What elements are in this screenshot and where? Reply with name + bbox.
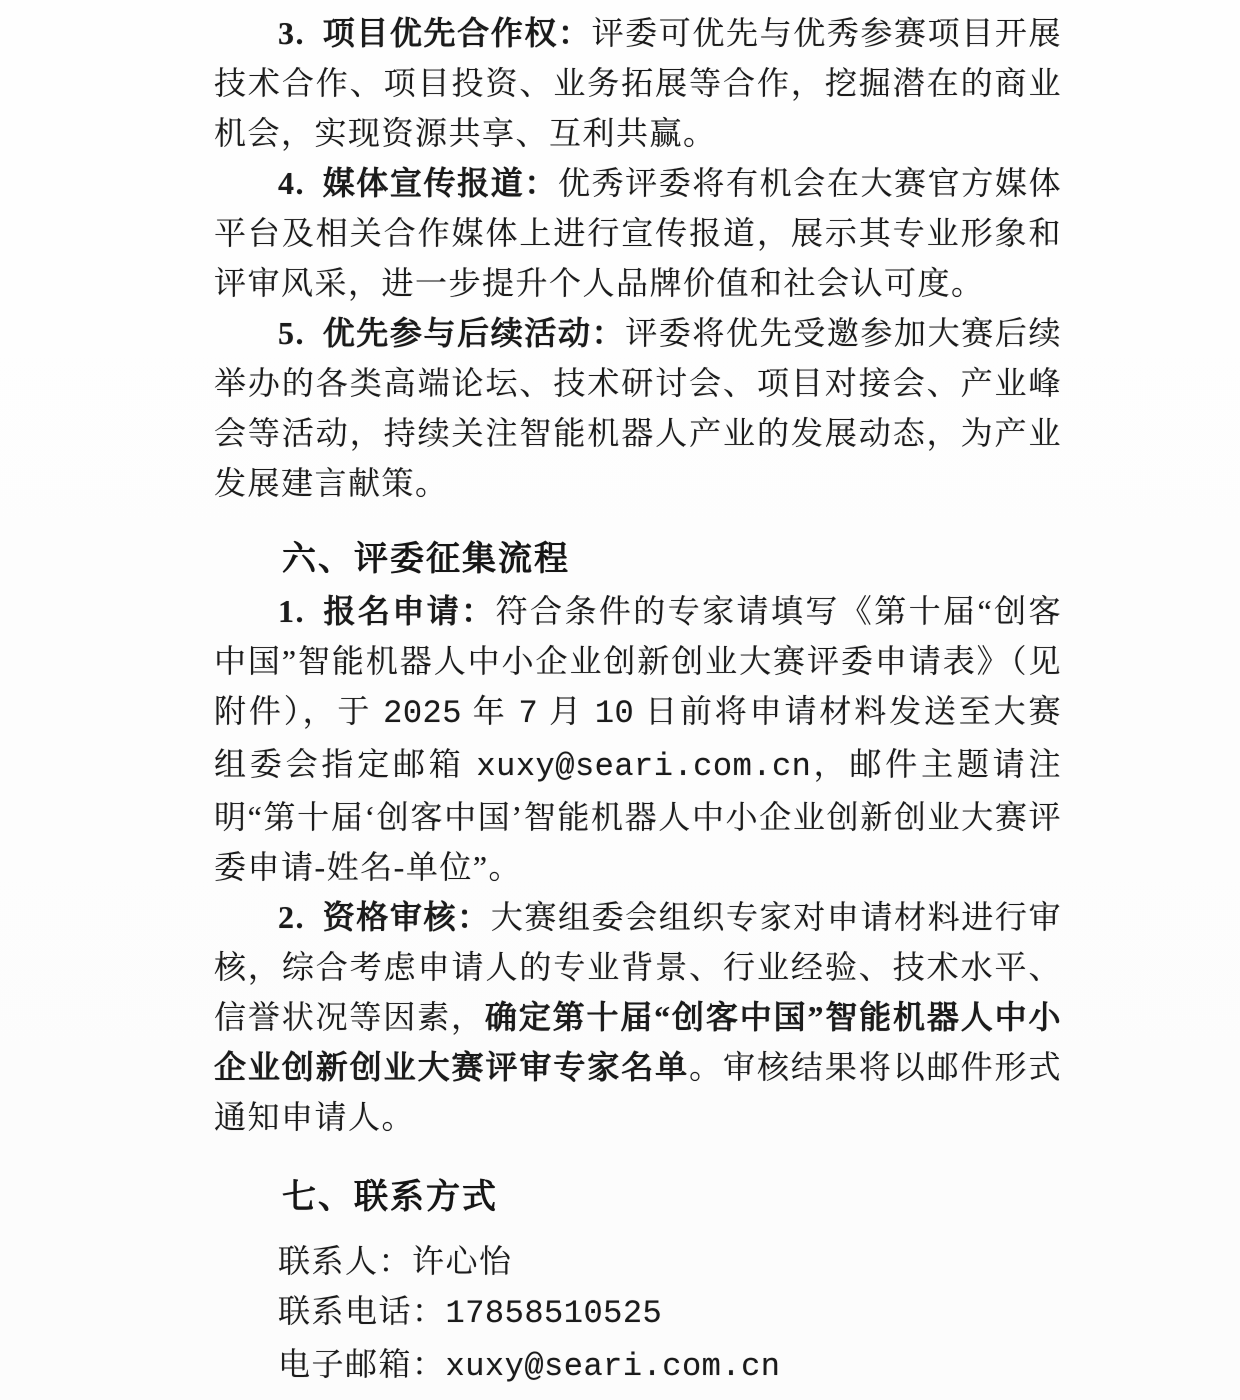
contact-phone-number: 17858510525 xyxy=(445,1295,663,1332)
step-body-text: 大赛组委会组织专家对申请材料进行审核，综合考虑申请人的专业背景、行业经验、技术水平、信誉状况等因素， xyxy=(214,899,1062,1035)
contact-phone-line xyxy=(214,1286,1062,1339)
submission-email-text: xuxy@seari.com.cn xyxy=(476,748,812,785)
section-heading-7: 七、联系方式 xyxy=(282,1178,498,1216)
step-body-text: 日前将申请材料发送至大赛组委会指定邮箱 xyxy=(214,693,1062,782)
list-item-5 xyxy=(214,308,1062,508)
step-body-text: ，邮件主题请注明“第十届‘创客中国’智能机器人中小企业创新创业大赛评委申请-姓名-单位”。 xyxy=(214,746,1062,885)
item-number: 5. xyxy=(278,315,305,351)
item-label: 优先参与后续活动： xyxy=(322,315,626,351)
item-body-text: 优秀评委将有机会在大赛官方媒体平台及相关合作媒体上进行宣传报道，展示其专业形象和评审风采，进一步提升个人品牌价值和社会认可度。 xyxy=(214,165,1062,301)
step-1-paragraph xyxy=(214,586,1062,892)
deadline-day: 10 xyxy=(594,695,635,732)
contact-person-line xyxy=(214,1236,1062,1286)
list-item-4 xyxy=(214,158,1062,308)
item-number: 4. xyxy=(278,165,305,201)
step-body-text: 。审核结果将以邮件形式通知申请人。 xyxy=(214,1049,1062,1135)
item-body-text: 评委将优先受邀参加大赛后续举办的各类高端论坛、技术研讨会、项目对接会、产业峰会等活动，持续关注智能机器人产业的发展动态，为产业发展建言献策。 xyxy=(214,315,1062,501)
contact-label: 联系电话： xyxy=(278,1293,446,1329)
step-label: 报名申请： xyxy=(322,593,496,629)
deadline-month: 7 xyxy=(518,695,539,732)
step-label: 资格审核： xyxy=(322,899,491,935)
contact-info-block xyxy=(214,1236,1062,1392)
item-number: 3. xyxy=(278,15,305,51)
step-2-paragraph xyxy=(214,892,1062,1142)
contact-person-name: 许心怡 xyxy=(412,1243,513,1279)
expert-list-bold-phrase: 确定第十届“创客中国”智能机器人中小企业创新创业大赛评审专家名单 xyxy=(214,999,1062,1085)
document-text-block xyxy=(214,0,1062,1392)
date-unit: 月 xyxy=(538,693,595,729)
contact-email-line xyxy=(214,1339,1062,1392)
step-number: 1. xyxy=(278,593,305,629)
step-number: 2. xyxy=(278,899,305,935)
contact-label: 电子邮箱： xyxy=(278,1346,446,1382)
deadline-year: 2025 xyxy=(383,695,462,732)
step-body-text: 符合条件的专家请填写《第十届“创客中国”智能机器人中小企业创新创业大赛评委申请表》（见附件），于 xyxy=(214,593,1062,729)
contact-email-address: xuxy@seari.com.cn xyxy=(445,1348,781,1385)
date-unit: 年 xyxy=(461,693,519,729)
list-item-3 xyxy=(214,8,1062,158)
item-label: 媒体宣传报道： xyxy=(322,165,558,201)
item-body-text: 评委可优先与优秀参赛项目开展技术合作、项目投资、业务拓展等合作，挖掘潜在的商业机会，实现资源共享、互利共赢。 xyxy=(214,15,1062,151)
contact-label: 联系人： xyxy=(278,1243,413,1279)
section-heading-6: 六、评委征集流程 xyxy=(282,540,570,578)
item-label: 项目优先合作权： xyxy=(322,15,592,51)
